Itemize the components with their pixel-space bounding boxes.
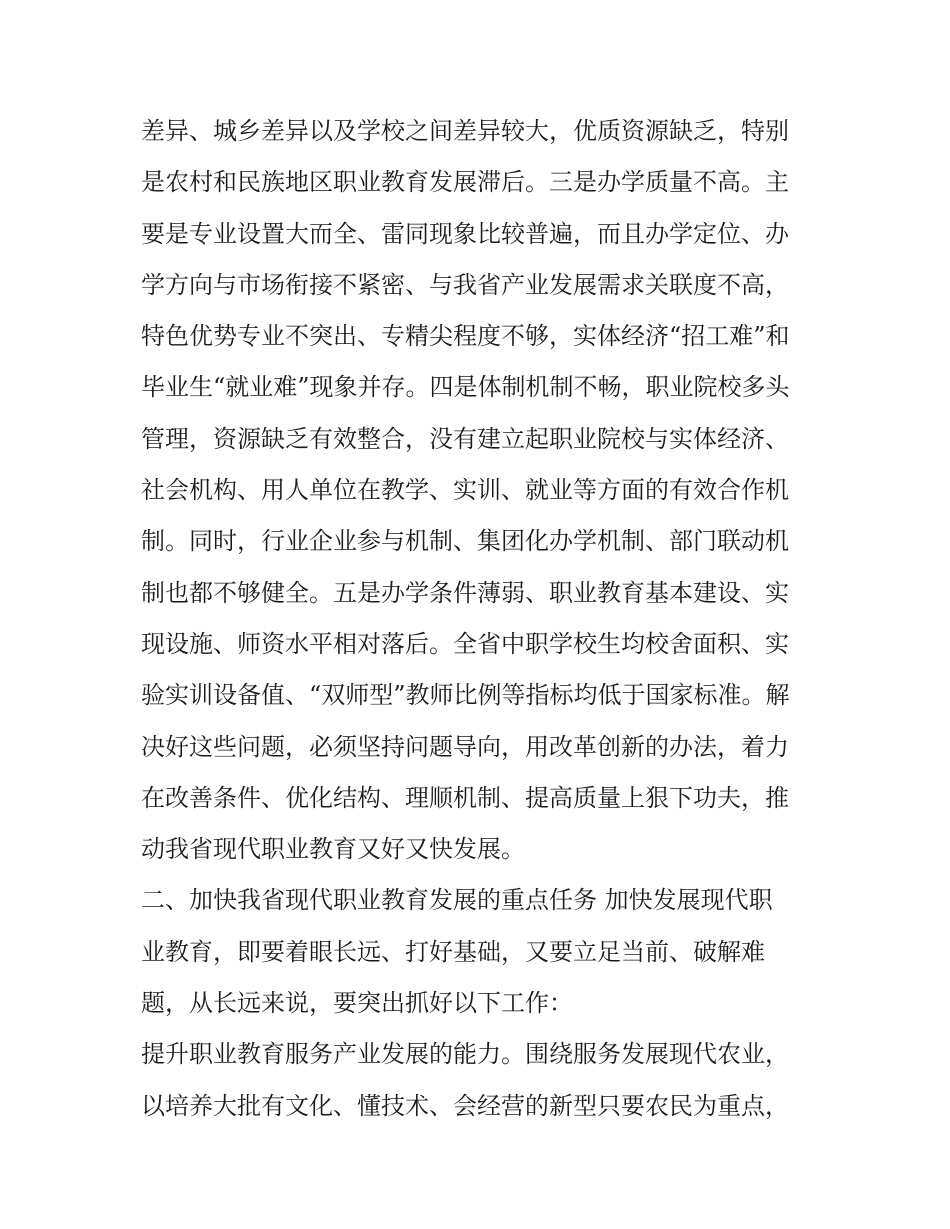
text-line: 验实训设备值、“双师型”教师比例等指标均低于国家标准。解 [141,681,790,710]
text-line: 差异、城乡差异以及学校之间差异较大，优质资源缺乏，特别 [141,117,789,145]
text-line: 学方向与市场衔接不紧密、与我省产业发展需求关联度不高， [141,270,789,299]
text-line: 题，从长远来说，要突出抓好以下工作： [141,989,573,1018]
text-line: 决好这些问题，必须坚持问题导向，用改革创新的办法，着力 [141,732,789,761]
text-line: 社会机构、用人单位在教学、实训、就业等方面的有效合作机 [141,476,789,505]
text-line: 是农村和民族地区职业教育发展滞后。三是办学质量不高。主 [141,168,789,197]
section-heading-line: 二、加快我省现代职业教育发展的重点任务 加快发展现代职 [141,886,773,915]
text-line: 提升职业教育服务产业发展的能力。围绕服务发展现代农业， [141,1040,789,1069]
text-line: 在改善条件、优化结构、理顺机制、提高质量上狠下功夫，推 [141,783,789,812]
text-line: 制也都不够健全。五是办学条件薄弱、职业教育基本建设、实 [141,578,789,607]
text-line: 毕业生“就业难”现象并存。四是体制机制不畅，职业院校多头 [141,373,790,402]
text-line: 管理，资源缺乏有效整合，没有建立起职业院校与实体经济、 [141,424,789,453]
text-line: 制。同时，行业企业参与机制、集团化办学机制、部门联动机 [141,527,789,556]
text-line: 业教育，即要着眼长远、打好基础，又要立足当前、破解难 [141,937,765,966]
text-line: 特色优势专业不突出、专精尖程度不够，实体经济“招工难”和 [141,322,790,351]
text-line: 以培养大批有文化、懂技术、会经营的新型只要农民为重点， [141,1091,789,1120]
text-line: 现设施、师资水平相对落后。全省中职学校生均校舍面积、实 [141,629,789,658]
text-line: 动我省现代职业教育又好又快发展。 [141,835,525,864]
text-line: 要是专业设置大而全、雷同现象比较普遍，而且办学定位、办 [141,219,789,248]
body-text [141,106,821,1132]
